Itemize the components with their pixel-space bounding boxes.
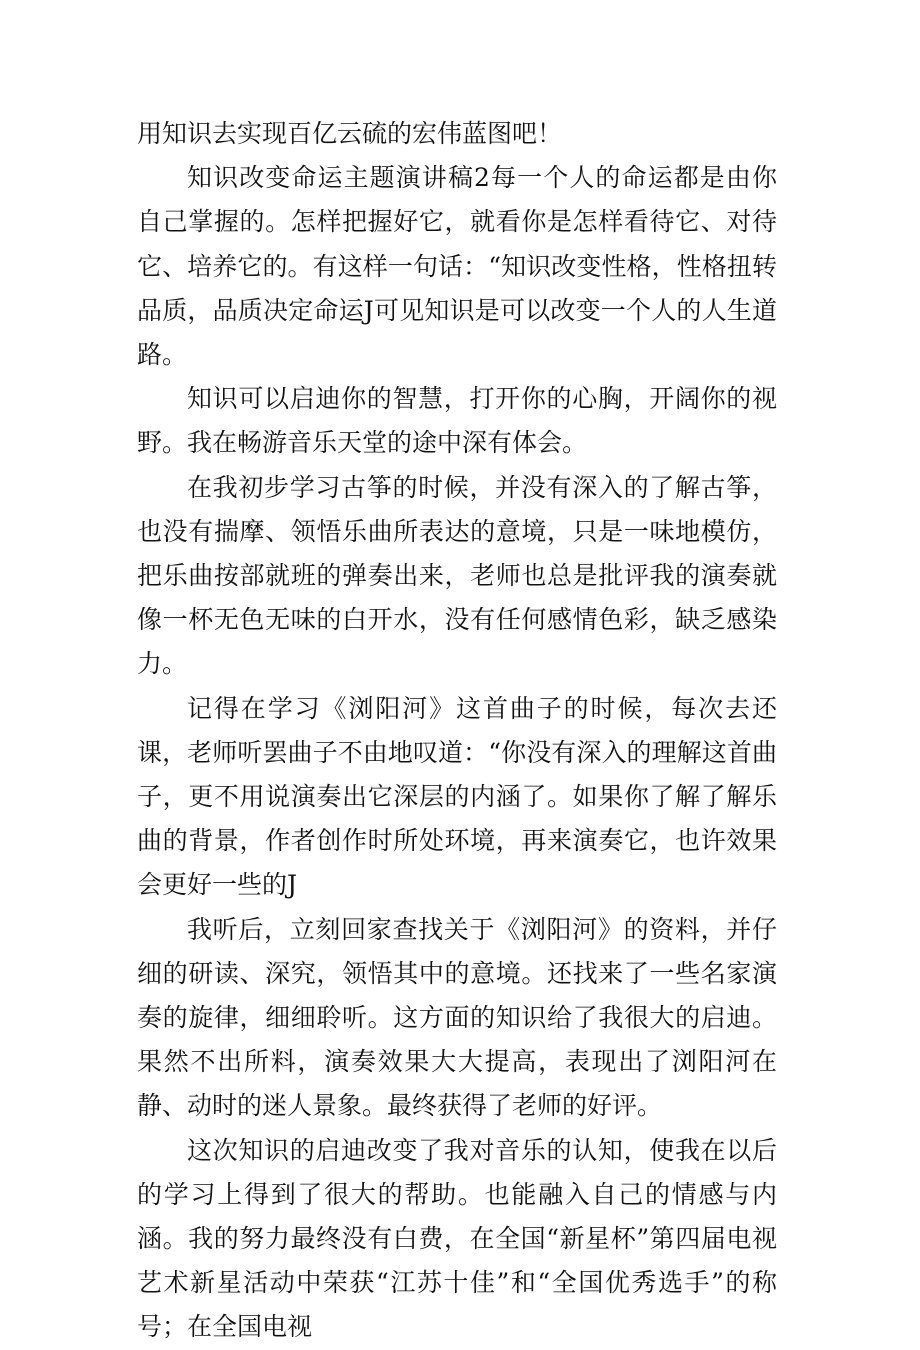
paragraph: 我听后，立刻回家查找关于《浏阳河》的资料，并仔细的研读、深究，领悟其中的意境。还找来了一些名家演奏的旋律，细细聆听。这方面的知识给了我很大的启迪。果然不出所料，演奏效果大大提高，表现出了浏阳河在静、动时的迷人景象。最终获得了老师的好评。 xyxy=(137,914,777,1121)
paragraph: 记得在学习《浏阳河》这首曲子的时候，每次去还课，老师听罢曲子不由地叹道：“你没有深入的理解这首曲子，更不用说演奏出它深层的内涵了。如果你了解了解乐曲的背景，作者创作时所处环境，再来演奏它，也许效果会更好一些的J xyxy=(137,693,777,900)
paragraph: 知识改变命运主题演讲稿2每一个人的命运都是由你自己掌握的。怎样把握好它，就看你是怎样看待它、对待它、培养它的。有这样一句话：“知识改变性格，性格扭转品质，品质决定命运J可见知识是可以改变一个人的人生道路。 xyxy=(137,163,777,370)
paragraph: 这次知识的启迪改变了我对音乐的认知，使我在以后的学习上得到了很大的帮助。也能融入自己的情感与内涵。我的努力最终没有白费，在全国“新星杯”第四届电视艺术新星活动中荣获“江苏十佳”和“全国优秀选手”的称号；在全国电视 xyxy=(137,1135,777,1342)
document-body xyxy=(137,112,777,1350)
paragraph: 用知识去实现百亿云硫的宏伟蓝图吧！ xyxy=(137,119,563,148)
paragraph: 在我初步学习古筝的时候，并没有深入的了解古筝，也没有揣摩、领悟乐曲所表达的意境，只是一味地模仿，把乐曲按部就班的弹奏出来，老师也总是批评我的演奏就像一杯无色无味的白开水，没有任何感情色彩，缺乏感染力。 xyxy=(137,472,777,679)
paragraph: 知识可以启迪你的智慧，打开你的心胸，开阔你的视野。我在畅游音乐天堂的途中深有体会。 xyxy=(137,384,777,458)
